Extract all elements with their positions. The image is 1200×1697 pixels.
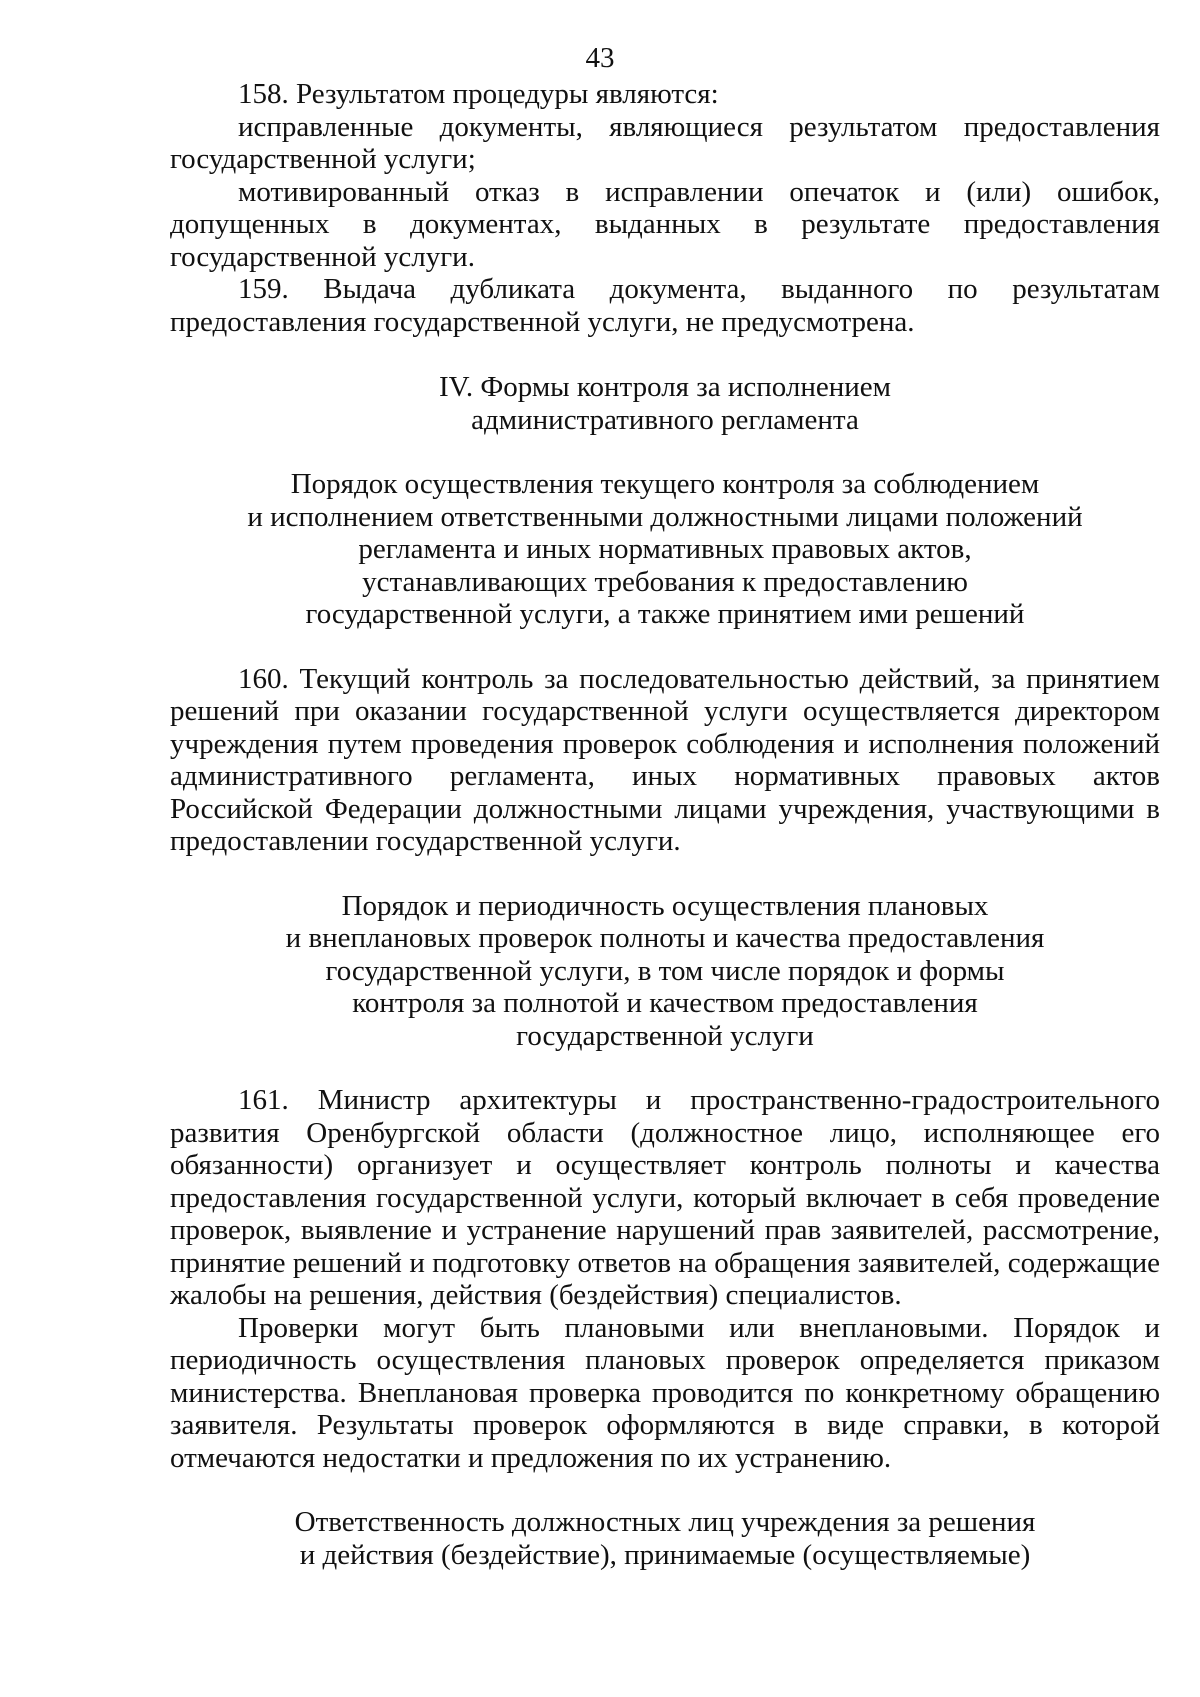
page-number: 43 — [585, 42, 615, 74]
heading-line: Порядок осуществления текущего контроля за соблюдением — [290, 468, 1040, 500]
paragraph-158-item-1: исправленные документы, являющиеся результатом предоставления государственной услуги; — [170, 110, 1160, 175]
heading-line: IV. Формы контроля за исполнением — [439, 371, 891, 403]
heading-line: регламента и иных нормативных правовых актов, — [358, 533, 972, 565]
heading-line: государственной услуги — [516, 1019, 814, 1052]
heading-line: и внеплановых проверок полноты и качества предоставления — [285, 922, 1045, 954]
subsection-heading-planned-checks — [170, 890, 1160, 1053]
paragraph-159: 159. Выдача дубликата документа, выданного по результатам предоставления государственной услуги, не предусмотрена. — [170, 273, 1160, 338]
heading-line: государственной услуги, а также принятием ими решений — [305, 598, 1025, 630]
document-body — [170, 78, 1160, 1571]
heading-line: государственной услуги, в том числе порядок и формы — [325, 954, 1005, 987]
section-heading — [170, 371, 1160, 436]
heading-line: административного регламента — [471, 403, 859, 436]
paragraph-158-item-2: мотивированный отказ в исправлении опечаток и (или) ошибок, допущенных в документах, выданных в результате предоставления государственной услуги. — [170, 175, 1160, 273]
paragraph-161-checks: Проверки могут быть плановыми или внеплановыми. Порядок и периодичность осуществления плановых проверок определяется приказом министерства. Внеплановая проверка проводится по конкретному обращению заявителя. Результаты проверок оформляются в виде справки, в которой отмечаются недостатки и предложения по их устранению. — [170, 1311, 1160, 1474]
heading-line: контроля за полнотой и качеством предоставления — [352, 987, 978, 1019]
heading-line: устанавливающих требования к предоставлению — [362, 565, 968, 598]
subsection-heading-current-control — [170, 468, 1160, 631]
paragraph-160: 160. Текущий контроль за последовательностью действий, за принятием решений при оказании государственной услуги осуществляется директором учреждения путем проведения проверок соблюдения и исполнения положений административного регламента, иных нормативных правовых актов Российской Федерации должностными лицами учреждения, участвующими в предоставлении государственной услуги. — [170, 662, 1160, 857]
heading-line: и действия (бездействие), принимаемые (осуществляемые) — [299, 1538, 1031, 1571]
heading-line: Ответственность должностных лиц учреждения за решения — [294, 1506, 1036, 1538]
subsection-heading-responsibility — [170, 1506, 1160, 1571]
paragraph-158-title: 158. Результатом процедуры являются: — [238, 78, 719, 110]
heading-line: и исполнением ответственными должностными лицами положений — [247, 500, 1083, 533]
heading-line: Порядок и периодичность осуществления плановых — [341, 889, 989, 922]
paragraph-161: 161. Министр архитектуры и пространственно-градостроительного развития Оренбургской области (должностное лицо, исполняющее его обязанности) организует и осуществляет контроль полноты и качества предоставления государственной услуги, который включает в себя проведение проверок, выявление и устранение нарушений прав заявителей, рассмотрение, принятие решений и подготовку ответов на обращения заявителей, содержащие жалобы на решения, действия (бездействия) специалистов. — [170, 1084, 1160, 1311]
